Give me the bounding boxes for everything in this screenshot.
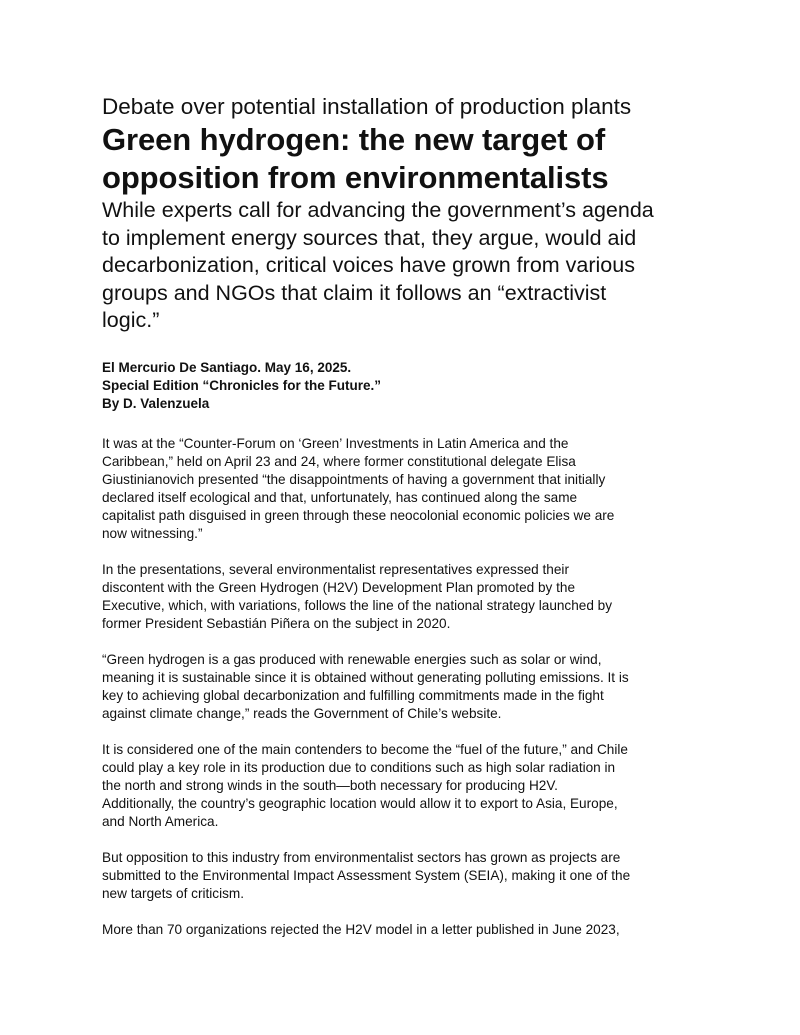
paragraph-line: meaning it is sustainable since it is obtained without generating polluting emissions. It is	[102, 669, 629, 685]
headline-line: opposition from environmentalists	[102, 160, 609, 195]
paragraph	[102, 651, 722, 723]
article-body	[102, 435, 722, 939]
headline-line: Green hydrogen: the new target of	[102, 122, 606, 157]
deck-line: groups and NGOs that claim it follows an “extractivist	[102, 280, 607, 305]
paragraph-line: key to achieving global decarbonization and fulfilling commitments made in the fight	[102, 687, 604, 703]
paragraph	[102, 435, 722, 543]
paragraph-line: It was at the “Counter-Forum on ‘Green’ Investments in Latin America and the	[102, 435, 569, 451]
paragraph-line: But opposition to this industry from environmentalist sectors has grown as projects are	[102, 849, 621, 865]
paragraph-line: now witnessing.”	[102, 525, 203, 541]
paragraph	[102, 921, 722, 939]
article	[102, 93, 722, 957]
byline-publication: El Mercurio De Santiago. May 16, 2025.	[102, 359, 352, 375]
paragraph-line: could play a key role in its production due to conditions such as high solar radiation in	[102, 759, 616, 775]
paragraph-line: Additionally, the country’s geographic location would allow it to export to Asia, Europe,	[102, 795, 618, 811]
paragraph	[102, 561, 722, 633]
paragraph-line: new targets of criticism.	[102, 885, 245, 901]
paragraph-line: against climate change,” reads the Government of Chile’s website.	[102, 705, 502, 721]
paragraph-line: “Green hydrogen is a gas produced with renewable energies such as solar or wind,	[102, 651, 602, 667]
paragraph-line: declared itself ecological and that, unfortunately, has continued along the same	[102, 489, 578, 505]
paragraph-line: former President Sebastián Piñera on the subject in 2020.	[102, 615, 451, 631]
article-kicker: Debate over potential installation of production plants	[102, 94, 632, 119]
paragraph-line: submitted to the Environmental Impact Assessment System (SEIA), making it one of the	[102, 867, 631, 883]
deck-line: While experts call for advancing the government’s agenda	[102, 198, 654, 222]
paragraph-line: In the presentations, several environmentalist representatives expressed their	[102, 561, 569, 577]
paragraph-line: discontent with the Green Hydrogen (H2V) Development Plan promoted by the	[102, 579, 576, 595]
paragraph-line: the north and strong winds in the south—both necessary for producing H2V.	[102, 777, 558, 793]
paragraph-line: Giustinianovich presented “the disappointments of having a government that initially	[102, 471, 606, 487]
paragraph	[102, 849, 722, 903]
byline	[102, 359, 722, 413]
paragraph-line: and North America.	[102, 813, 219, 829]
article-deck	[102, 197, 722, 335]
deck-line: to implement energy sources that, they argue, would aid	[102, 225, 637, 250]
paragraph-line: Caribbean,” held on April 23 and 24, where former constitutional delegate Elisa	[102, 453, 576, 469]
deck-line: logic.”	[102, 308, 160, 332]
paragraph-line: capitalist path disguised in green through these neocolonial economic policies we are	[102, 507, 615, 523]
deck-line: decarbonization, critical voices have grown from various	[102, 253, 635, 277]
byline-author: By D. Valenzuela	[102, 395, 210, 411]
paragraph	[102, 741, 722, 831]
byline-edition: Special Edition “Chronicles for the Future.”	[102, 377, 382, 393]
paragraph-line: Executive, which, with variations, follows the line of the national strategy launched by	[102, 597, 613, 613]
paragraph-line: It is considered one of the main contenders to become the “fuel of the future,” and Chile	[102, 741, 628, 757]
paragraph-line: More than 70 organizations rejected the H2V model in a letter published in June 2023,	[102, 921, 620, 937]
article-headline	[102, 121, 722, 197]
